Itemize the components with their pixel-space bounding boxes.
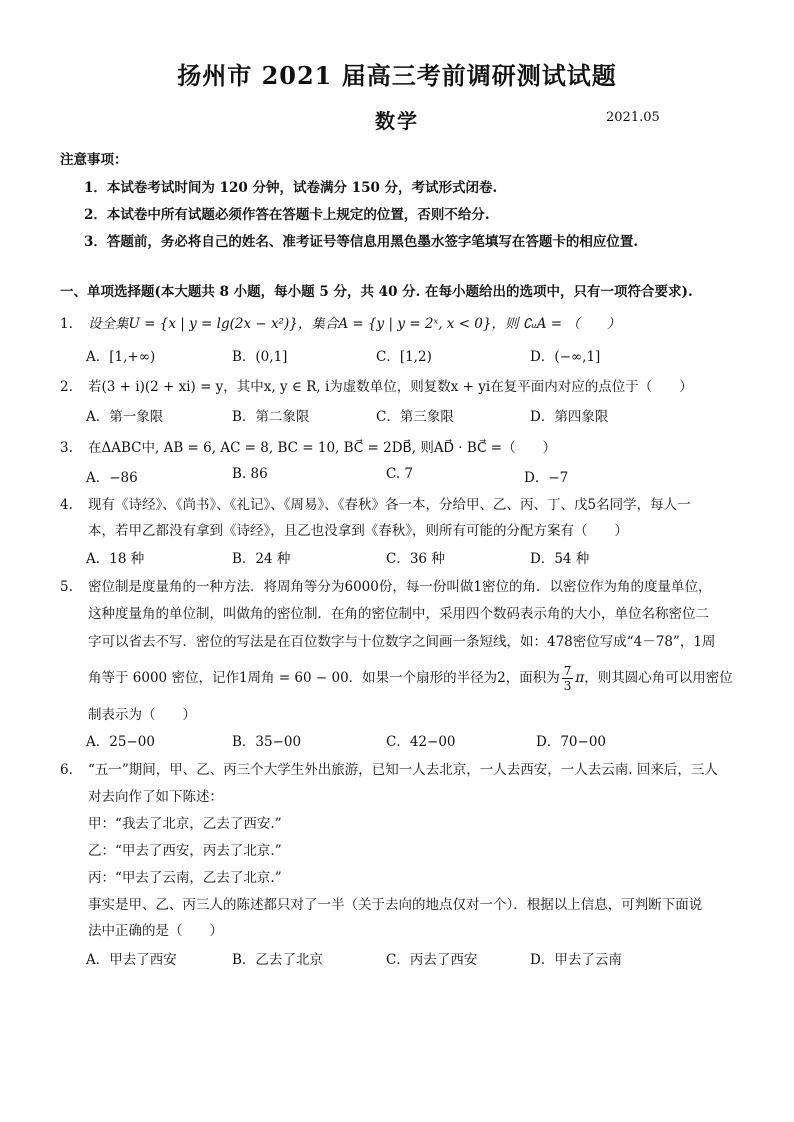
question-6-statement-yi: 乙：“甲去了西安，丙去了北京.” <box>88 843 282 859</box>
q3-option-d: D．−7 <box>524 470 569 486</box>
q5-option-d: D．70−00 <box>536 734 606 750</box>
q5-option-c: C．42−00 <box>386 734 456 750</box>
q6-option-a: A．甲去了西安 <box>86 952 177 968</box>
exam-date: 2021.05 <box>606 110 660 125</box>
question-5-line-3: 字可以省去不写．密位的写法是在百位数字与十位数字之间画一条短线，如：478密位写成“4－78”，1周 <box>88 634 716 650</box>
question-text-line-1: “五一”期间，甲、乙、丙三个大学生外出旅游，已知一人去北京，一人去西安，一人去云南. 回来后，三人 <box>88 762 718 778</box>
q1-option-d: D．(−∞,1] <box>530 349 601 365</box>
question-text: 设全集U = {x | y = lg(2x − x²)}，集合A = {y | y = 2ˣ, x < 0}，则 ∁ᵤA = （ ） <box>88 316 621 332</box>
question-1 <box>60 312 620 332</box>
question-number: 5. <box>60 579 73 595</box>
q3-option-c: C. 7 <box>386 466 414 482</box>
question-2 <box>60 375 693 395</box>
q6-option-b: B．乙去了北京 <box>232 952 323 968</box>
exam-title: 扬州市 2021 届高三考前调研测试试题 <box>177 61 617 90</box>
question-text: 在ΔABC中, AB = 6, AC = 8, BC = 10, BC⃗ = 2DB⃗, 则AD⃗ · BC⃗ =（ ） <box>88 440 557 456</box>
question-4-line-2: 本，若甲乙都没有拿到《诗经》，且乙也没拿到《春秋》，则所有可能的分配方案有（ ） <box>88 523 628 539</box>
question-3 <box>60 436 556 456</box>
q2-option-c: C．第三象限 <box>376 409 454 425</box>
q4-option-a: A．18 种 <box>86 551 145 567</box>
question-text-line-1: 密位制是度量角的一种方法．将周角等分为6000份，每一份叫做1密位的角．以密位作为角的度量单位， <box>88 579 712 595</box>
question-6-line-7: 法中正确的是（ ） <box>88 923 223 939</box>
q3-option-b: B. 86 <box>232 466 268 482</box>
question-4 <box>60 493 691 513</box>
pi-symbol: π <box>575 670 585 686</box>
question-6-statement-bing: 丙：“甲去了云南，乙去了北京.” <box>88 870 282 886</box>
q3-option-a: A．−86 <box>86 470 138 486</box>
q1-option-c: C．[1,2) <box>376 349 432 365</box>
question-5-line-4 <box>88 664 733 693</box>
q1-option-b: B．(0,1] <box>232 349 288 365</box>
question-text-line-1: 现有《诗经》、《尚书》、《礼记》、《周易》、《春秋》各一本，分给甲、乙、丙、丁、戊5名同学，每人一 <box>88 497 691 513</box>
question-5-line-2: 这种度量角的单位制，叫做角的密位制．在角的密位制中，采用四个数码表示角的大小，单位名称密位二 <box>88 606 709 622</box>
question-5 <box>60 575 711 595</box>
section-heading: 一、单项选择题(本大题共 8 小题，每小题 5 分，共 40 分. 在每小题给出的选项中，只有一项符合要求). <box>60 284 693 300</box>
notice-item-1: 1．本试卷考试时间为 120 分钟，试卷满分 150 分，考试形式闭卷. <box>84 180 498 196</box>
question-6-line-6: 事实是甲、乙、丙三人的陈述都只对了一半（关于去向的地点仅对一个）．根据以上信息，可判断下面说 <box>88 897 703 913</box>
question-number: 6. <box>60 762 73 778</box>
notice-item-3: 3．答题前，务必将自己的姓名、准考证号等信息用黑色墨水签字笔填写在答题卡的相应位置. <box>84 234 639 250</box>
q4-option-c: C．36 种 <box>386 551 445 567</box>
q4-option-d: D．54 种 <box>530 551 590 567</box>
notice-heading: 注意事项： <box>60 152 128 168</box>
q2-option-a: A．第一象限 <box>86 409 164 425</box>
q4-option-b: B．24 种 <box>232 551 291 567</box>
question-text: 若(3 + i)(2 + xi) = y，其中x, y ∈ R, i为虚数单位，则复数x + yi在复平面内对应的点位于（ ） <box>88 379 693 395</box>
question-5-line-4-text: 角等于 6000 密位，记作1周角 = 60 − 00．如果一个扇形的半径为2，面积为 <box>88 670 560 686</box>
question-5-line-4-tail: ，则其圆心角可以用密位 <box>584 670 733 686</box>
q2-option-b: B．第二象限 <box>232 409 310 425</box>
q5-option-b: B．35−00 <box>232 734 302 750</box>
q6-option-c: C．丙去了西安 <box>386 952 478 968</box>
question-6-statement-jia: 甲：“我去了北京，乙去了西安.” <box>88 816 282 832</box>
q6-option-d: D．甲去了云南 <box>530 952 622 968</box>
q2-option-d: D．第四象限 <box>530 409 609 425</box>
question-5-line-5: 制表示为（ ） <box>88 707 196 723</box>
question-number: 3. <box>60 440 73 456</box>
exam-subject: 数学 <box>375 109 419 133</box>
notice-item-2: 2．本试卷中所有试题必须作答在答题卡上规定的位置，否则不给分. <box>84 207 490 223</box>
q1-option-a: A．[1,+∞) <box>86 349 156 365</box>
question-number: 1. <box>60 316 73 332</box>
question-6 <box>60 758 718 778</box>
q5-option-a: A．25−00 <box>86 734 155 750</box>
sector-area-fraction: $\frac{7}{3}$ <box>563 664 572 693</box>
question-6-line-2: 对去向作了如下陈述： <box>88 789 223 805</box>
question-number: 2. <box>60 379 73 395</box>
question-number: 4. <box>60 497 73 513</box>
